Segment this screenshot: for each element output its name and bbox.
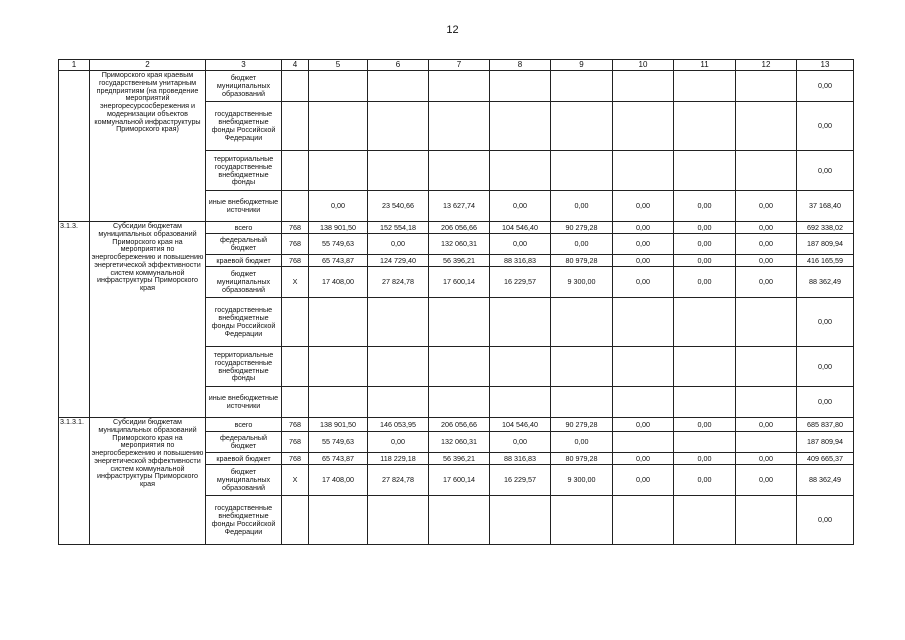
total-value: 692 338,02 bbox=[797, 222, 854, 234]
year-value: 0,00 bbox=[674, 255, 736, 267]
year-value bbox=[429, 151, 490, 191]
header-cell: 6 bbox=[368, 60, 429, 71]
budget-code bbox=[282, 102, 309, 151]
year-value bbox=[368, 347, 429, 387]
year-value: 0,00 bbox=[736, 267, 797, 298]
year-value bbox=[368, 496, 429, 545]
year-value bbox=[429, 387, 490, 418]
year-value bbox=[674, 432, 736, 453]
year-value: 9 300,00 bbox=[551, 465, 613, 496]
total-value: 88 362,49 bbox=[797, 267, 854, 298]
year-value bbox=[613, 387, 674, 418]
budget-code bbox=[282, 347, 309, 387]
year-value bbox=[674, 347, 736, 387]
year-value: 13 627,74 bbox=[429, 191, 490, 222]
budget-code bbox=[282, 71, 309, 102]
year-value: 0,00 bbox=[309, 191, 368, 222]
item-code: 3.1.3.1. bbox=[59, 418, 90, 545]
year-value bbox=[429, 102, 490, 151]
year-value bbox=[490, 71, 551, 102]
year-value bbox=[429, 496, 490, 545]
budget-code bbox=[282, 191, 309, 222]
year-value: 0,00 bbox=[368, 234, 429, 255]
header-cell: 7 bbox=[429, 60, 490, 71]
year-value: 132 060,31 bbox=[429, 432, 490, 453]
year-value bbox=[429, 347, 490, 387]
year-value: 138 901,50 bbox=[309, 418, 368, 432]
budget-code bbox=[282, 387, 309, 418]
year-value bbox=[674, 387, 736, 418]
budget-code: 768 bbox=[282, 234, 309, 255]
item-name: Приморского края краевым государственным унитарным предприятиям (на проведение мероприятий энергоресурсосбережения и модернизации объектов коммунальной инфраструктуры Приморского края) bbox=[90, 71, 206, 222]
year-value: 0,00 bbox=[674, 191, 736, 222]
item-name: Субсидии бюджетам муниципальных образований Приморского края на мероприятия по энергосбережению и повышению энергетической эффективности систем коммунальной инфраструктуры Приморского края bbox=[90, 222, 206, 418]
year-value: 0,00 bbox=[736, 222, 797, 234]
year-value bbox=[368, 298, 429, 347]
year-value: 118 229,18 bbox=[368, 453, 429, 465]
year-value bbox=[736, 102, 797, 151]
year-value bbox=[613, 71, 674, 102]
header-cell: 13 bbox=[797, 60, 854, 71]
year-value: 17 600,14 bbox=[429, 465, 490, 496]
funding-source: всего bbox=[206, 222, 282, 234]
year-value: 0,00 bbox=[490, 191, 551, 222]
year-value bbox=[551, 347, 613, 387]
header-cell: 5 bbox=[309, 60, 368, 71]
year-value bbox=[736, 387, 797, 418]
year-value bbox=[551, 496, 613, 545]
funding-source: федеральный бюджет bbox=[206, 234, 282, 255]
total-value: 187 809,94 bbox=[797, 432, 854, 453]
year-value bbox=[551, 102, 613, 151]
year-value: 0,00 bbox=[613, 255, 674, 267]
year-value: 124 729,40 bbox=[368, 255, 429, 267]
year-value: 0,00 bbox=[368, 432, 429, 453]
year-value: 146 053,95 bbox=[368, 418, 429, 432]
table-body bbox=[59, 60, 854, 545]
budget-code: 768 bbox=[282, 418, 309, 432]
year-value: 0,00 bbox=[674, 267, 736, 298]
year-value bbox=[613, 496, 674, 545]
header-cell: 9 bbox=[551, 60, 613, 71]
year-value: 17 408,00 bbox=[309, 267, 368, 298]
year-value bbox=[551, 387, 613, 418]
header-cell: 2 bbox=[90, 60, 206, 71]
year-value bbox=[490, 387, 551, 418]
year-value bbox=[490, 496, 551, 545]
year-value: 0,00 bbox=[736, 465, 797, 496]
year-value: 206 056,66 bbox=[429, 418, 490, 432]
funding-source: иные внебюджетные источники bbox=[206, 387, 282, 418]
year-value: 0,00 bbox=[551, 191, 613, 222]
year-value: 0,00 bbox=[490, 432, 551, 453]
year-value: 0,00 bbox=[674, 234, 736, 255]
year-value: 27 824,78 bbox=[368, 465, 429, 496]
year-value: 27 824,78 bbox=[368, 267, 429, 298]
header-row bbox=[59, 60, 854, 71]
year-value: 9 300,00 bbox=[551, 267, 613, 298]
year-value: 0,00 bbox=[613, 222, 674, 234]
year-value: 0,00 bbox=[736, 418, 797, 432]
total-value: 0,00 bbox=[797, 298, 854, 347]
year-value bbox=[429, 298, 490, 347]
year-value bbox=[736, 496, 797, 545]
budget-code: 768 bbox=[282, 255, 309, 267]
year-value bbox=[309, 71, 368, 102]
year-value bbox=[490, 102, 551, 151]
year-value bbox=[309, 102, 368, 151]
year-value bbox=[674, 298, 736, 347]
year-value: 0,00 bbox=[674, 465, 736, 496]
year-value: 56 396,21 bbox=[429, 255, 490, 267]
year-value bbox=[551, 298, 613, 347]
year-value: 17 408,00 bbox=[309, 465, 368, 496]
year-value: 0,00 bbox=[613, 465, 674, 496]
year-value bbox=[613, 298, 674, 347]
year-value: 23 540,66 bbox=[368, 191, 429, 222]
year-value: 16 229,57 bbox=[490, 465, 551, 496]
budget-code: 768 bbox=[282, 432, 309, 453]
year-value: 0,00 bbox=[613, 418, 674, 432]
total-value: 0,00 bbox=[797, 71, 854, 102]
total-value: 0,00 bbox=[797, 347, 854, 387]
year-value: 0,00 bbox=[490, 234, 551, 255]
budget-code bbox=[282, 496, 309, 545]
year-value bbox=[309, 298, 368, 347]
budget-code: 768 bbox=[282, 222, 309, 234]
year-value bbox=[309, 347, 368, 387]
funding-source: бюджет муниципальных образований bbox=[206, 465, 282, 496]
year-value bbox=[551, 151, 613, 191]
year-value: 0,00 bbox=[613, 453, 674, 465]
year-value bbox=[368, 151, 429, 191]
year-value: 56 396,21 bbox=[429, 453, 490, 465]
header-cell: 8 bbox=[490, 60, 551, 71]
year-value bbox=[490, 347, 551, 387]
header-cell: 11 bbox=[674, 60, 736, 71]
budget-code bbox=[282, 298, 309, 347]
funding-source: всего bbox=[206, 418, 282, 432]
year-value: 206 056,66 bbox=[429, 222, 490, 234]
total-value: 0,00 bbox=[797, 387, 854, 418]
header-cell: 1 bbox=[59, 60, 90, 71]
year-value bbox=[551, 71, 613, 102]
year-value: 152 554,18 bbox=[368, 222, 429, 234]
year-value bbox=[429, 71, 490, 102]
year-value: 0,00 bbox=[736, 234, 797, 255]
year-value bbox=[309, 387, 368, 418]
total-value: 685 837,80 bbox=[797, 418, 854, 432]
funding-source: государственные внебюджетные фонды Российской Федерации bbox=[206, 102, 282, 151]
year-value: 65 743,87 bbox=[309, 255, 368, 267]
year-value bbox=[613, 151, 674, 191]
funding-source: территориальные государственные внебюджетные фонды bbox=[206, 347, 282, 387]
year-value: 0,00 bbox=[551, 234, 613, 255]
total-value: 88 362,49 bbox=[797, 465, 854, 496]
year-value: 132 060,31 bbox=[429, 234, 490, 255]
year-value: 0,00 bbox=[551, 432, 613, 453]
year-value bbox=[613, 102, 674, 151]
year-value bbox=[736, 432, 797, 453]
year-value: 138 901,50 bbox=[309, 222, 368, 234]
year-value: 16 229,57 bbox=[490, 267, 551, 298]
year-value bbox=[674, 151, 736, 191]
total-value: 409 665,37 bbox=[797, 453, 854, 465]
year-value bbox=[490, 151, 551, 191]
year-value bbox=[674, 102, 736, 151]
header-cell: 12 bbox=[736, 60, 797, 71]
total-value: 416 165,59 bbox=[797, 255, 854, 267]
funding-source: бюджет муниципальных образований bbox=[206, 267, 282, 298]
total-value: 0,00 bbox=[797, 496, 854, 545]
budget-table bbox=[58, 59, 854, 545]
table-row bbox=[59, 71, 854, 102]
year-value: 0,00 bbox=[674, 453, 736, 465]
header-cell: 10 bbox=[613, 60, 674, 71]
year-value bbox=[674, 496, 736, 545]
funding-source: краевой бюджет bbox=[206, 255, 282, 267]
year-value: 55 749,63 bbox=[309, 234, 368, 255]
item-name: Субсидии бюджетам муниципальных образований Приморского края на мероприятия по энергосбережению и повышению энергетической эффективности систем коммунальной инфраструктуры Приморского края bbox=[90, 418, 206, 545]
year-value bbox=[736, 71, 797, 102]
year-value: 0,00 bbox=[613, 267, 674, 298]
year-value: 0,00 bbox=[736, 191, 797, 222]
year-value bbox=[309, 151, 368, 191]
budget-code bbox=[282, 151, 309, 191]
year-value bbox=[613, 347, 674, 387]
total-value: 0,00 bbox=[797, 151, 854, 191]
year-value bbox=[736, 298, 797, 347]
year-value: 55 749,63 bbox=[309, 432, 368, 453]
year-value bbox=[674, 71, 736, 102]
funding-source: государственные внебюджетные фонды Российской Федерации bbox=[206, 298, 282, 347]
table-row bbox=[59, 222, 854, 234]
year-value: 0,00 bbox=[613, 191, 674, 222]
year-value: 0,00 bbox=[674, 222, 736, 234]
year-value: 80 979,28 bbox=[551, 255, 613, 267]
year-value bbox=[613, 432, 674, 453]
year-value: 104 546,40 bbox=[490, 222, 551, 234]
funding-source: бюджет муниципальных образований bbox=[206, 71, 282, 102]
funding-source: государственные внебюджетные фонды Российской Федерации bbox=[206, 496, 282, 545]
total-value: 0,00 bbox=[797, 102, 854, 151]
budget-code: X bbox=[282, 267, 309, 298]
budget-code: 768 bbox=[282, 453, 309, 465]
budget-code: X bbox=[282, 465, 309, 496]
year-value: 90 279,28 bbox=[551, 418, 613, 432]
year-value bbox=[736, 347, 797, 387]
year-value: 17 600,14 bbox=[429, 267, 490, 298]
year-value bbox=[736, 151, 797, 191]
funding-source: территориальные государственные внебюджетные фонды bbox=[206, 151, 282, 191]
item-code: 3.1.3. bbox=[59, 222, 90, 418]
year-value bbox=[309, 496, 368, 545]
year-value bbox=[368, 71, 429, 102]
funding-source: краевой бюджет bbox=[206, 453, 282, 465]
year-value: 80 979,28 bbox=[551, 453, 613, 465]
funding-source: иные внебюджетные источники bbox=[206, 191, 282, 222]
year-value: 0,00 bbox=[613, 234, 674, 255]
total-value: 187 809,94 bbox=[797, 234, 854, 255]
year-value: 0,00 bbox=[736, 255, 797, 267]
year-value bbox=[490, 298, 551, 347]
year-value: 0,00 bbox=[674, 418, 736, 432]
year-value: 65 743,87 bbox=[309, 453, 368, 465]
year-value: 88 316,83 bbox=[490, 255, 551, 267]
total-value: 37 168,40 bbox=[797, 191, 854, 222]
year-value: 88 316,83 bbox=[490, 453, 551, 465]
year-value: 104 546,40 bbox=[490, 418, 551, 432]
year-value: 90 279,28 bbox=[551, 222, 613, 234]
page-number: 12 bbox=[446, 24, 459, 36]
header-cell: 3 bbox=[206, 60, 282, 71]
year-value bbox=[368, 387, 429, 418]
year-value bbox=[368, 102, 429, 151]
item-code bbox=[59, 71, 90, 222]
funding-source: федеральный бюджет bbox=[206, 432, 282, 453]
header-cell: 4 bbox=[282, 60, 309, 71]
year-value: 0,00 bbox=[736, 453, 797, 465]
table-row bbox=[59, 418, 854, 432]
